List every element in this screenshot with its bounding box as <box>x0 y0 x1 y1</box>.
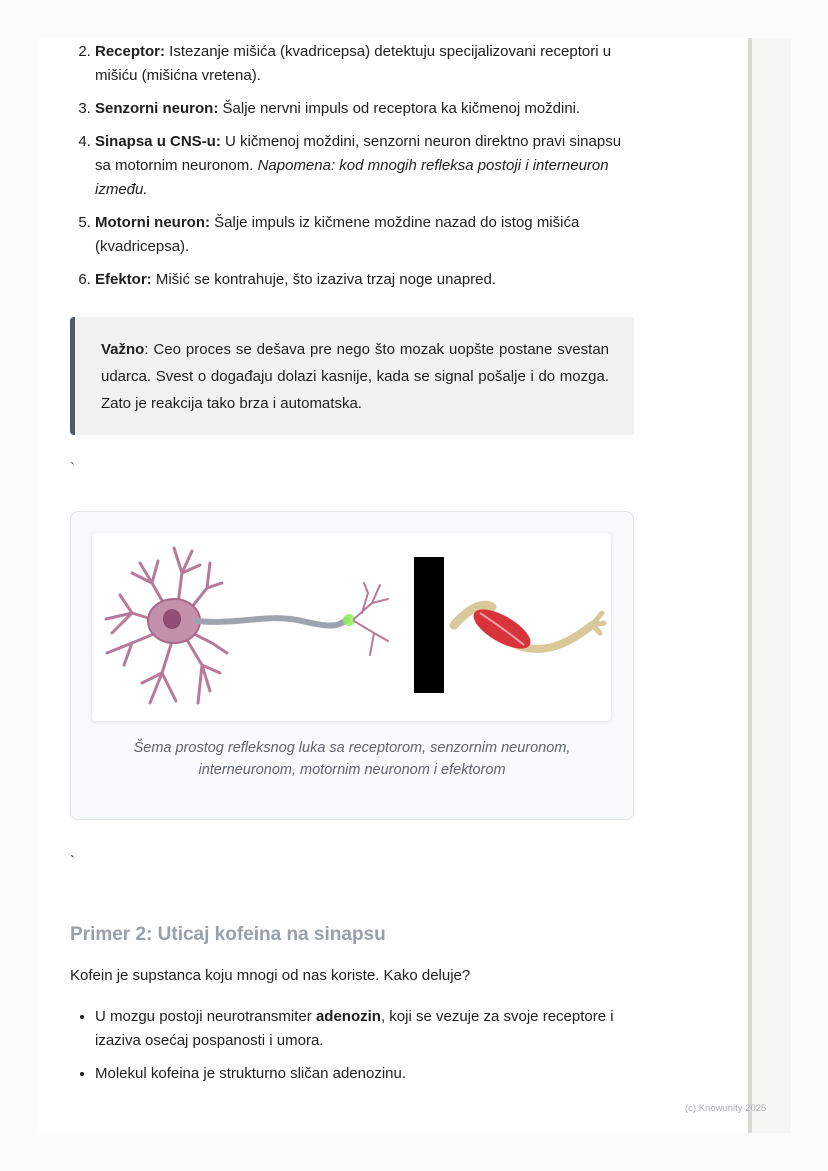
document-content <box>70 40 640 1095</box>
list-item: 5. Motorni neuron: Šalje impuls iz kičmene moždine nazad do istog mišića (kvadricepsa). <box>95 211 640 259</box>
list-item: 6. Efektor: Mišić se kontrahuje, što izaziva trzaj noge unapred. <box>95 268 640 292</box>
right-margin-panel <box>748 38 791 1133</box>
figure-caption: Šema prostog refleksnog luka sa receptorom, senzornim neuronom, interneuronom, motornim neuronom i efektorom <box>133 740 571 778</box>
terminal-branches <box>354 583 388 655</box>
list-item: 2. Receptor: Istezanje mišića (kvadricepsa) detektuju specijalizovani receptori u mišiću (mišićna vretena). <box>95 40 640 88</box>
reflex-arc-svg <box>92 533 611 721</box>
reflex-steps-list <box>70 40 640 292</box>
step-note: Napomena: kod mnogih refleksa postoji i interneuron između. <box>95 157 609 198</box>
callout-text: : Ceo proces se dešava pre nego što mozak uopšte postane svestan udarca. Svest o događaju dolazi kasnije, kada se signal pošalje i do mozga. Zato je reakcija tako brza i automatska. <box>101 341 609 412</box>
important-callout <box>70 317 634 435</box>
list-item: 4. Sinapsa u CNS-u: U kičmenoj moždini, senzorni neuron direktno pravi sinapsu sa motornim neuronom. Napomena: kod mnogih refleksa postoji i interneuron između. <box>95 130 640 202</box>
caffeine-bullets <box>70 1005 640 1086</box>
section-intro: Kofein je supstanca koju mnogi od nas koriste. Kako deluje? <box>70 967 471 984</box>
arm-effector <box>454 602 604 657</box>
stray-backtick: ` <box>70 853 75 870</box>
myelinated-axon <box>197 618 347 625</box>
list-item: • U mozgu postoji neurotransmiter adenozin, koji se vezuje za svoje receptore i izaziva osećaj pospanosti i umora. <box>95 1005 640 1053</box>
copyright-footer: (c) Knowunity 2025 <box>685 1103 767 1114</box>
reflex-arc-illustration <box>92 533 611 721</box>
stray-backtick: ` <box>70 460 75 477</box>
list-item: • Molekul kofeina je strukturno sličan adenozinu. <box>95 1062 640 1086</box>
list-item: 3. Senzorni neuron: Šalje nervni impuls od receptora ka kičmenoj moždini. <box>95 97 640 121</box>
neuron-nucleus <box>163 609 181 629</box>
axon-terminal <box>343 614 355 626</box>
section-heading: Primer 2: Uticaj kofeina na sinapsu <box>70 924 386 945</box>
callout-label: Važno <box>101 341 145 358</box>
spinal-bar <box>414 557 444 693</box>
figure-card <box>70 511 634 820</box>
